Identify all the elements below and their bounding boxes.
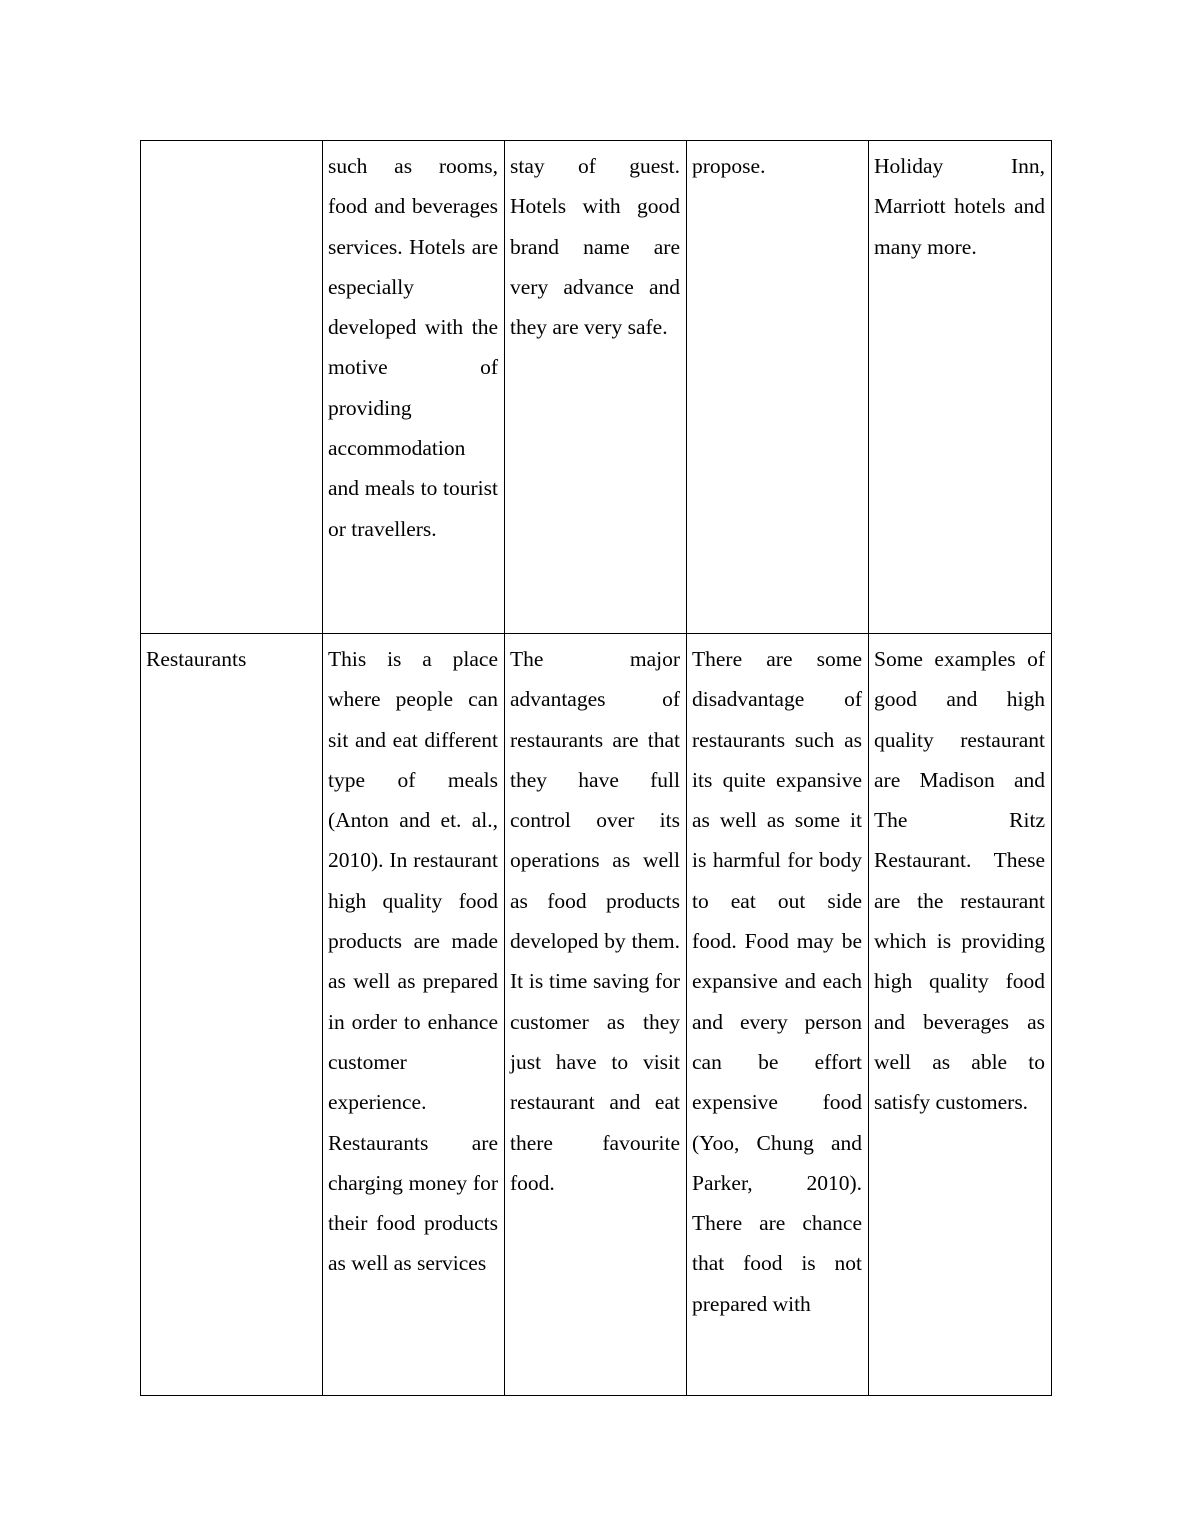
disadvantages-cell	[687, 141, 869, 634]
advantages-text: stay of guest. Hotels with good brand name are very advance and they are very safe.	[510, 154, 680, 340]
examples-cell	[869, 141, 1052, 634]
disadvantages-text: propose.	[692, 154, 766, 178]
row-label-cell	[141, 141, 323, 634]
description-cell	[323, 634, 505, 1396]
description-text: This is a place where people can sit and eat different type of meals (Anton and et. al., 2010). In restaurant high quality food products are made as well as prepared in order to enhance customer experience. Restaurants are charging money for their food products as well as services	[328, 647, 498, 1276]
examples-text: Some examples of good and high quality restaurant are Madison and The Ritz Restaurant. These are the restaurant which is providing high quality food and beverages as well as able to satisfy customers.	[874, 647, 1045, 1115]
advantages-text: The major advantages of restaurants are that they have full control over its operations as well as food products developed by them. It is time saving for customer as they just have to visit restaurant and eat there favourite food.	[510, 647, 680, 1195]
description-text: such as rooms, food and beverages services. Hotels are especially developed with the motive of providing accommodation and meals to tourist or travellers.	[328, 154, 498, 541]
comparison-table	[140, 140, 1052, 1396]
table-row	[141, 141, 1052, 634]
row-label: Restaurants	[146, 647, 247, 671]
examples-cell	[869, 634, 1052, 1396]
advantages-cell	[505, 634, 687, 1396]
table-row	[141, 634, 1052, 1396]
description-cell	[323, 141, 505, 634]
row-label-cell	[141, 634, 323, 1396]
disadvantages-cell	[687, 634, 869, 1396]
advantages-cell	[505, 141, 687, 634]
examples-text: Holiday Inn, Marriott hotels and many more.	[874, 154, 1045, 259]
disadvantages-text: There are some disadvantage of restaurants such as its quite expansive as well as some it is harmful for body to eat out side food. Food may be expansive and each and every person can be effort expensive food (Yoo, Chung and Parker, 2010). There are chance that food is not prepared with	[692, 647, 862, 1316]
